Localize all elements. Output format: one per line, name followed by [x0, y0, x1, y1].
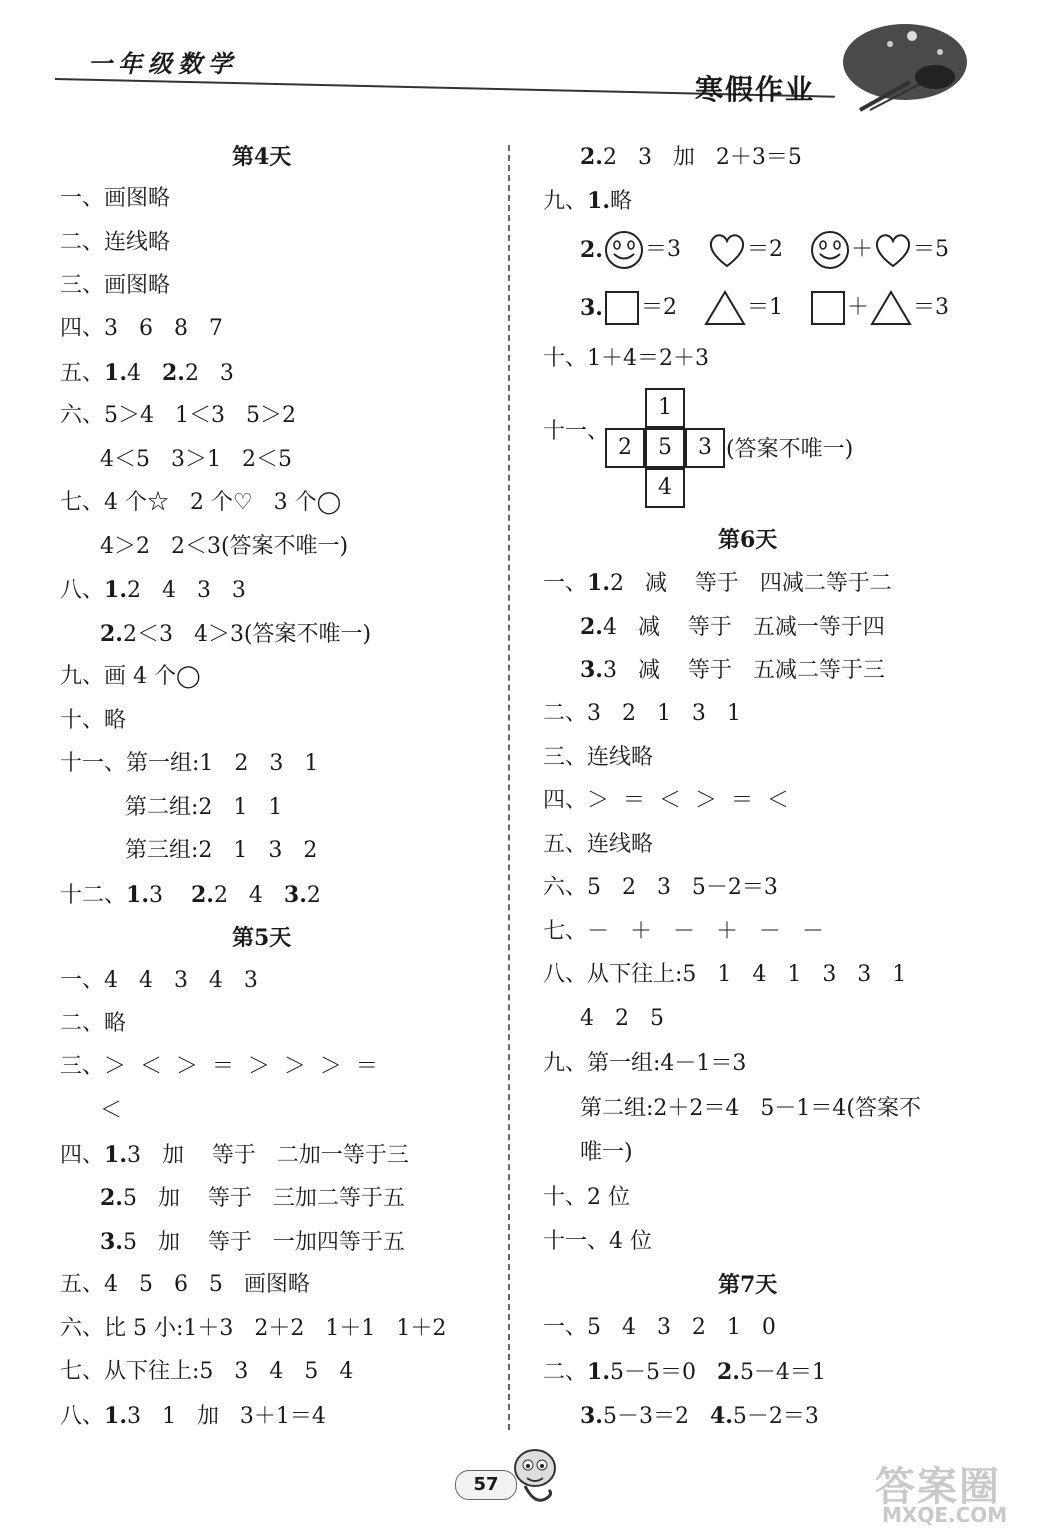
subject-title: 一年级数学: [88, 49, 238, 78]
item-number: 1.: [126, 882, 149, 908]
day6-heading: 第6天: [718, 527, 778, 553]
answer-line: [60, 576, 246, 605]
column-divider: [508, 145, 510, 1430]
answer-line: 4＞2 2＜3(答案不唯一): [100, 534, 349, 559]
day7-heading: 第7天: [718, 1272, 778, 1298]
item-text: 2 4: [213, 883, 284, 908]
answer-line: 十一、4 位: [543, 1229, 652, 1254]
triangle-icon: [869, 289, 913, 327]
item-number: 2.: [161, 360, 185, 386]
item-text: 5－3＝2: [602, 1404, 710, 1429]
smiley-face-icon: [603, 230, 645, 270]
answer-line: 六、5 2 3 5－2＝3: [543, 875, 778, 900]
answer-line: 一、4 4 3 4 3: [60, 968, 258, 993]
plus-sign: ＋: [846, 295, 869, 320]
item-text: 5－4＝1: [739, 1360, 826, 1385]
equation-text: ＝2: [746, 237, 783, 262]
item-number: 2.: [580, 614, 603, 640]
answer-line: [100, 1184, 405, 1213]
header-illustration-icon: [840, 22, 970, 112]
answer-line: 七、4 个☆ 2 个♡ 3 个◯: [60, 490, 342, 515]
answer-line: [543, 569, 892, 598]
equation-text: ＝2: [640, 295, 677, 320]
answer-line: 十、略: [60, 708, 127, 733]
answer-line: [60, 359, 234, 388]
item-text: 4 减 等于 五减一等于四: [602, 615, 885, 640]
triangle-icon: [703, 289, 747, 327]
answer-line: 一、5 4 3 2 1 0: [543, 1315, 776, 1340]
item-text: 4: [126, 361, 162, 386]
item-label: 十二、: [60, 883, 127, 908]
equation-text: ＝3: [644, 237, 681, 262]
answer-line: 二、3 2 1 3 1: [543, 701, 741, 726]
grid-cell-bottom: 4: [645, 468, 685, 508]
square-icon: [809, 289, 847, 327]
answer-line: 4＜5 3＞1 2＜5: [100, 447, 292, 472]
item-number: 3.: [283, 882, 307, 908]
answer-line: [580, 656, 885, 685]
grid-note: (答案不唯一): [726, 437, 854, 462]
item-label: 八、: [60, 578, 105, 603]
smiley-face-icon: [809, 230, 851, 270]
item-number: 1.: [587, 1359, 610, 1385]
item-number: 1.: [587, 188, 610, 214]
item-number: 3.: [580, 657, 603, 683]
answer-line: 六、比 5 小:1＋3 2＋2 1＋1 1＋2: [60, 1316, 447, 1341]
answer-line: ＜: [100, 1098, 123, 1123]
answer-line: 四、＞ ＝ ＜ ＞ ＝ ＜: [543, 788, 789, 813]
answer-line: 四、3 6 8 7: [60, 316, 223, 341]
plus-sign: ＋: [850, 237, 873, 262]
item-text: 2 3: [184, 361, 234, 386]
answer-line: 七、－ ＋ － ＋ － －: [543, 919, 824, 944]
item-text: 2＜3 4＞3(答案不唯一): [122, 622, 372, 647]
item-text: 2 4 3 3: [126, 578, 246, 603]
item-number: 2.: [100, 621, 123, 647]
grid-cell-center: 5: [645, 428, 685, 468]
answer-line: [60, 1402, 326, 1431]
book-title: 寒假作业: [695, 73, 816, 106]
answer-line: 六、5＞4 1＜3 5＞2: [60, 403, 296, 428]
item-text: 3 加 等于 二加一等于三: [126, 1143, 409, 1168]
answer-line: 九、画 4 个◯: [60, 664, 201, 689]
watermark-url: MXQE.COM: [882, 1503, 1008, 1527]
item-number: 1.: [104, 360, 127, 386]
item-label: 二、: [543, 1360, 588, 1385]
answer-line: [580, 1402, 819, 1431]
answer-line: 十一、第一组:1 2 3 1: [60, 751, 319, 776]
answer-line: [543, 1358, 826, 1387]
watermark: [870, 1455, 1050, 1533]
answer-line: 三、＞ ＜ ＞ ＝ ＞ ＞ ＞ ＝: [60, 1054, 378, 1079]
item-text: 2 减 等于 四减二等于二: [609, 571, 892, 596]
item-number: 2.: [100, 1185, 123, 1211]
answer-line: [580, 613, 885, 642]
item-number: 2.: [190, 882, 214, 908]
answer-line: 七、从下往上:5 3 4 5 4: [60, 1359, 354, 1384]
day5-heading: 第5天: [232, 925, 292, 951]
item-text: 5－5＝0: [609, 1360, 717, 1385]
answer-line: [543, 187, 632, 216]
answer-line: 九、第一组:4－1＝3: [543, 1051, 747, 1076]
answer-line-shapes: [580, 288, 949, 328]
answer-line: 第二组:2＋2＝4 5－1＝4(答案不: [580, 1096, 921, 1121]
heart-icon: [873, 231, 913, 269]
item-number: 3.: [580, 295, 603, 321]
item-number: 3.: [580, 1403, 603, 1429]
item-label: 九、: [543, 189, 588, 214]
answer-line: [580, 143, 802, 172]
item-number: 1.: [587, 570, 610, 596]
item-text: 2 3 加 2＋3＝5: [602, 145, 802, 170]
answer-line: [60, 881, 321, 910]
item-text: 2: [306, 883, 321, 908]
answer-line-shapes: [580, 230, 949, 270]
answer-line: 三、画图略: [60, 273, 171, 298]
item-label: 五、: [60, 361, 105, 386]
item-number: 1.: [104, 577, 127, 603]
item-number: 3.: [100, 1229, 123, 1255]
answer-line: 八、从下往上:5 1 4 1 3 3 1: [543, 962, 907, 987]
answer-line: 二、连线略: [60, 230, 171, 255]
answer-line: 十、2 位: [543, 1185, 630, 1210]
square-icon: [603, 289, 641, 327]
item-label: 八、: [60, 1404, 105, 1429]
answer-line: 三、连线略: [543, 745, 654, 770]
item-number: 2.: [716, 1359, 740, 1385]
item-number: 1.: [104, 1142, 127, 1168]
item-number: 2.: [580, 144, 603, 170]
answer-line: 第二组:2 1 1: [125, 795, 283, 820]
answer-line: 二、略: [60, 1011, 127, 1036]
answer-line: 唯一): [580, 1140, 633, 1165]
answer-line: 十、1＋4＝2＋3: [543, 346, 709, 371]
grid-cell-right: 3: [685, 428, 725, 468]
item-text: 3 减 等于 五减二等于三: [602, 658, 885, 683]
grid-cell-left: 2: [605, 428, 645, 468]
item-text: 5 加 等于 三加二等于五: [122, 1186, 405, 1211]
equation-text: ＝3: [912, 295, 949, 320]
item-text: 5 加 等于 一加四等于五: [122, 1230, 405, 1255]
item-label: 一、: [543, 571, 588, 596]
answer-line: 第三组:2 1 3 2: [125, 838, 318, 863]
equation-text: ＝5: [912, 237, 949, 262]
heart-icon: [707, 231, 747, 269]
answer-line: 五、4 5 6 5 画图略: [60, 1272, 310, 1297]
answer-line: [60, 1141, 409, 1170]
page-number: 57: [455, 1470, 517, 1500]
item-text: 5－2＝3: [732, 1404, 819, 1429]
answer-line: 一、画图略: [60, 186, 171, 211]
answer-line: [100, 620, 371, 649]
item-text: 略: [609, 189, 632, 214]
item-number: 2.: [580, 237, 603, 263]
item-label: 四、: [60, 1143, 105, 1168]
watermark-logo-text: 答案圈: [875, 1464, 1001, 1510]
item-number: 4.: [709, 1403, 733, 1429]
item-text: 3: [148, 883, 191, 908]
answer-line: 五、连线略: [543, 832, 654, 857]
day4-heading: 第4天: [232, 144, 292, 170]
equation-text: ＝1: [746, 295, 783, 320]
item-text: 3 1 加 3＋1＝4: [126, 1404, 326, 1429]
grid-cell-top: 1: [645, 388, 685, 428]
mascot-icon: [505, 1440, 565, 1510]
answer-line: [100, 1228, 405, 1257]
answer-line: 十一、: [543, 419, 610, 444]
item-number: 1.: [104, 1403, 127, 1429]
answer-line: 4 2 5: [580, 1006, 664, 1031]
